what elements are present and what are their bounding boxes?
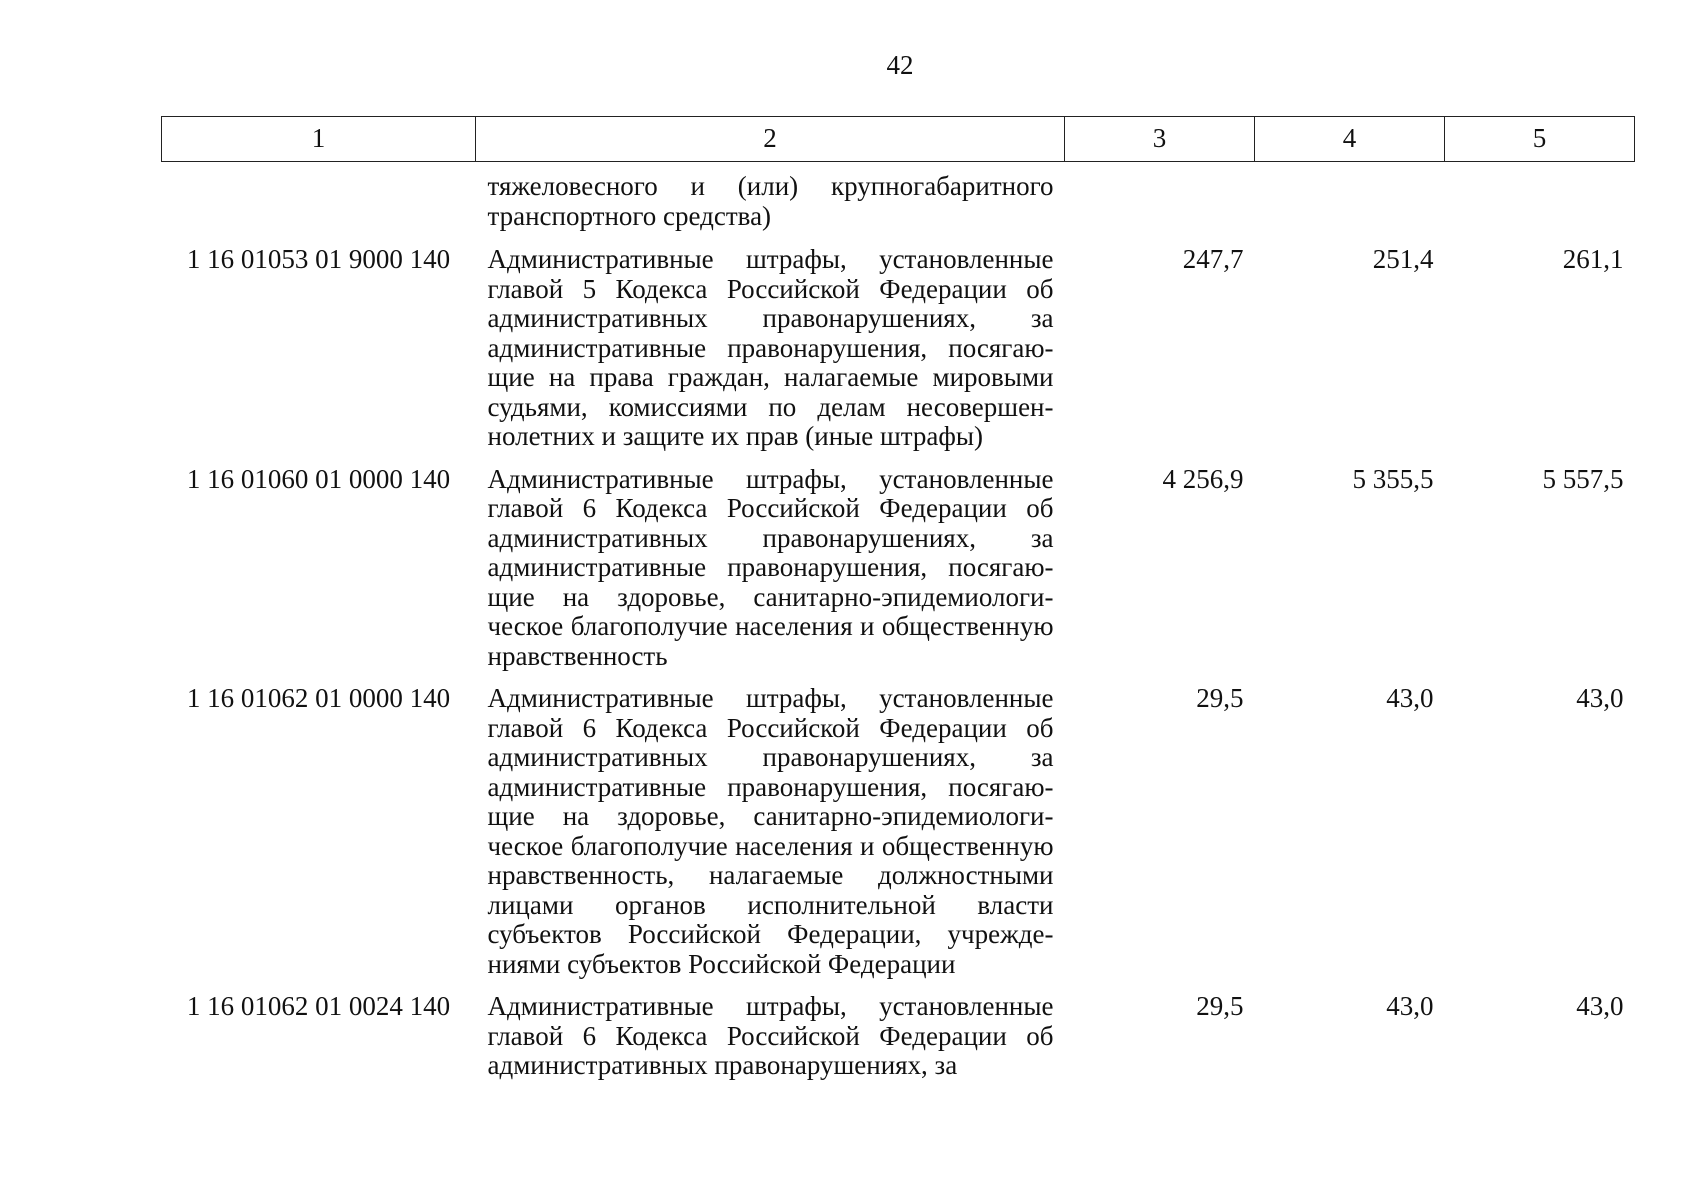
- table-header: [162, 117, 1635, 162]
- row-description: Административные штрафы, установленные главой 5 Кодекса Российской Федерации об административных правонарушениях, за административные правонарушения, посягающие на права граждан, налагаемые мировыми судьями, комиссиями по делам несовершеннолетних и защите их прав (иные штрафы): [487, 244, 1054, 451]
- value-col-5: 43,0: [1576, 683, 1624, 713]
- value-col-3: 247,7: [1182, 244, 1244, 274]
- budget-code: [162, 162, 476, 246]
- table-row: [162, 992, 1635, 1081]
- budget-code: 1 16 01062 01 0024 140: [186, 991, 451, 1021]
- column-header-1: 1: [162, 117, 476, 162]
- value-col-5: 261,1: [1562, 244, 1624, 274]
- value-col-3: 4 256,9: [1162, 463, 1244, 494]
- column-header-4: 4: [1255, 117, 1445, 162]
- column-header-2: 2: [476, 117, 1065, 162]
- value-col-3: 29,5: [1196, 991, 1244, 1021]
- column-header-5: 5: [1445, 117, 1635, 162]
- value-col-4: 251,4: [1372, 244, 1434, 274]
- value-col-5: [1445, 162, 1635, 246]
- table-body: [162, 162, 1635, 1081]
- row-description: Административные штрафы, установленные главой 6 Кодекса Российской Федерации об административных правонарушениях, за: [487, 991, 1054, 1080]
- row-description: Административные штрафы, установленные главой 6 Кодекса Российской Федерации об административных правонарушениях, за административные правонарушения, посягающие на здоровье, санитарно-эпидемиологическое благополучие населения и общественную нравственность: [487, 463, 1054, 671]
- value-col-4: 5 355,5: [1352, 463, 1434, 494]
- value-col-4: 43,0: [1386, 991, 1434, 1021]
- value-col-4: [1255, 162, 1445, 246]
- value-col-5: 5 557,5: [1542, 463, 1624, 494]
- budget-table-container: [161, 116, 1634, 1081]
- table-row: [162, 465, 1635, 685]
- header-row: [162, 117, 1635, 162]
- table-row: [162, 684, 1635, 992]
- table-row: [162, 162, 1635, 246]
- budget-code: 1 16 01060 01 0000 140: [186, 463, 451, 494]
- value-col-3: 29,5: [1196, 683, 1244, 713]
- row-description: тяжеловесного и (или) крупногабаритного транспортного средства): [487, 171, 1054, 231]
- value-col-4: 43,0: [1386, 683, 1434, 713]
- value-col-5: 43,0: [1576, 991, 1624, 1021]
- budget-code: 1 16 01062 01 0000 140: [186, 683, 451, 713]
- table-row: [162, 245, 1635, 465]
- budget-code: 1 16 01053 01 9000 140: [186, 244, 451, 274]
- budget-table: [161, 116, 1635, 1081]
- column-header-3: 3: [1065, 117, 1255, 162]
- value-col-3: [1065, 162, 1255, 246]
- page-number: 42: [886, 50, 914, 80]
- row-description: Административные штрафы, установленные главой 6 Кодекса Российской Федерации об административных правонарушениях, за административные правонарушения, посягающие на здоровье, санитарно-эпидемиологическое благополучие населения и общественную нравственность, налагаемые должностными лицами органов исполнительной власти субъектов Российской Федерации, учреждениями субъектов Российской Федерации: [487, 683, 1054, 979]
